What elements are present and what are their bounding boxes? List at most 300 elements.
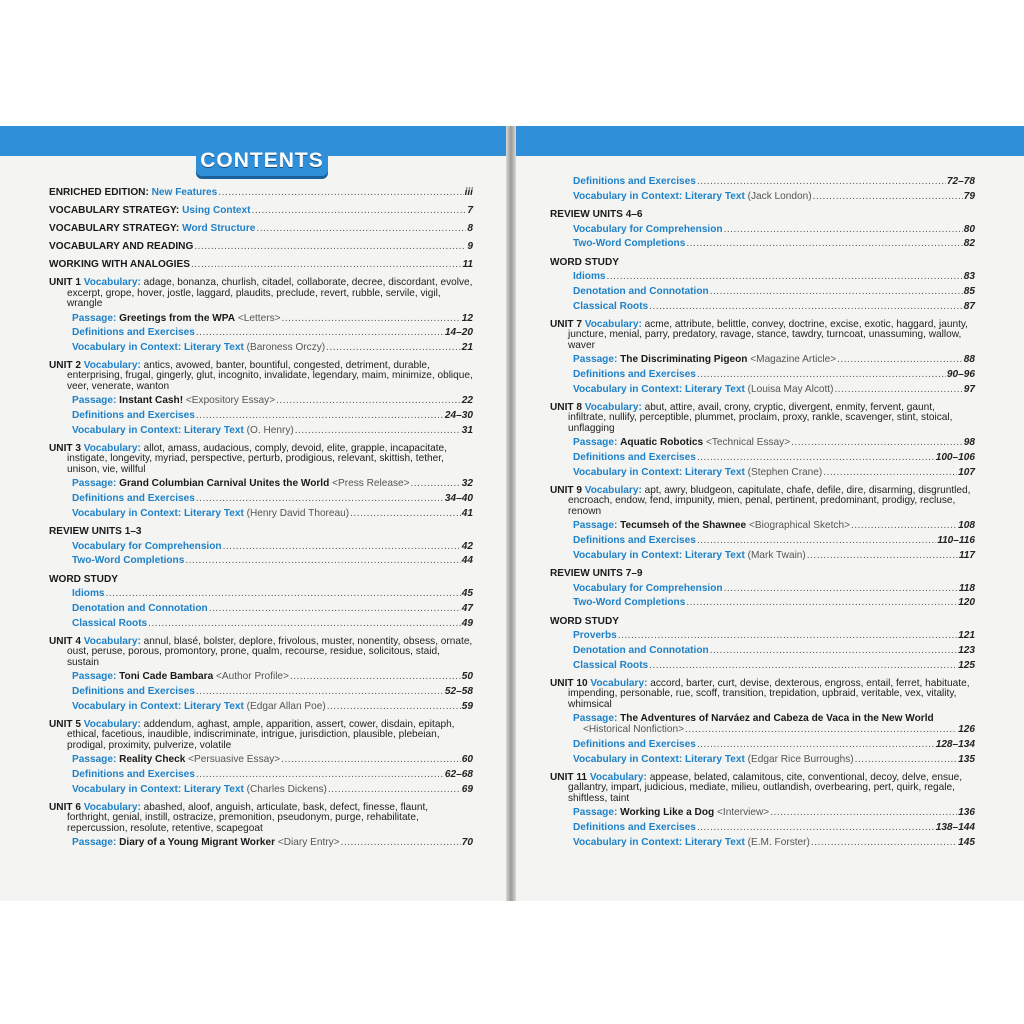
passage-label: Passage: <box>573 807 618 819</box>
vocabulary-label: Vocabulary: <box>83 443 141 455</box>
page-number: 80 <box>963 223 975 235</box>
literary-text-entry[interactable] <box>49 785 473 795</box>
dot-leader <box>770 808 957 818</box>
toc-entry[interactable] <box>49 206 473 216</box>
unit-vocabulary <box>550 403 975 434</box>
vocabulary-words: addendum, aghast, ample, apparition, assert, cower, disdain, epitaph, ethical, facetious, inaudible, indiscriminate, intrigue, jurisdiction, plausible, plebeian, prodigal, proximity, pulverize, volatile <box>67 719 455 751</box>
author-name: (Mark Twain) <box>747 549 806 561</box>
entry-title: Definitions and Exercises <box>72 769 195 781</box>
passage-entry[interactable] <box>550 438 975 448</box>
dot-leader <box>196 328 444 338</box>
entry-title: Denotation and Connotation <box>72 603 208 615</box>
word-study-heading: WORD STUDY <box>550 256 619 268</box>
passage-title: The Discriminating Pigeon <box>620 354 748 366</box>
dot-leader <box>185 556 460 566</box>
entry-title: Vocabulary in Context: Literary Text <box>573 466 745 478</box>
literary-text-entry[interactable] <box>49 343 473 353</box>
passage-genre: <Author Profile> <box>216 671 289 683</box>
page-number: 98 <box>963 437 975 449</box>
unit-vocabulary <box>550 679 975 710</box>
unit-vocabulary <box>49 803 473 834</box>
dot-leader <box>697 370 946 380</box>
passage-title: Grand Columbian Carnival Unites the World <box>119 478 330 490</box>
literary-text-entry[interactable] <box>49 702 473 712</box>
dot-leader <box>281 755 461 765</box>
page-number: 69 <box>461 783 473 795</box>
entry-label <box>573 192 812 202</box>
page-number: 121 <box>958 630 975 642</box>
entry-label <box>72 702 326 712</box>
entry-title: Definitions and Exercises <box>573 176 696 187</box>
classical-roots-entry[interactable] <box>550 661 975 671</box>
page-number: 110–116 <box>937 534 975 546</box>
dot-leader <box>710 646 957 656</box>
entry-title: Definitions and Exercises <box>573 534 696 546</box>
passage-label: Passage: <box>573 520 618 532</box>
entry-title: Using Context <box>182 204 251 216</box>
passage-genre: <Diary Entry> <box>277 837 340 849</box>
page-number: 42 <box>461 540 473 552</box>
dot-leader <box>218 188 463 198</box>
page-number: 87 <box>963 300 975 312</box>
entry-title: Definitions and Exercises <box>573 451 696 463</box>
entry-label <box>72 785 327 795</box>
section-heading: UNIT 8 <box>550 401 582 413</box>
vocabulary-words: allot, amass, audacious, comply, devoid, elite, grapple, incapacitate, instigate, longevity, myriad, perspective, perturb, prodigious, relevant, skittish, tether, unison, vie, willful <box>67 443 447 475</box>
passage-genre: <Interview> <box>717 807 770 819</box>
entry-title: Definitions and Exercises <box>573 739 696 751</box>
dot-leader <box>697 453 935 463</box>
literary-text-entry[interactable] <box>550 838 975 848</box>
entry-title: Classical Roots <box>573 300 649 312</box>
entry-label <box>72 314 281 324</box>
entry-label <box>573 838 810 848</box>
entry-title: Idioms <box>573 271 606 283</box>
passage-label: Passage: <box>573 713 618 725</box>
vocabulary-words: abashed, aloof, anguish, articulate, bask, defect, finesse, flaunt, forthright, genial, instill, ostracize, premonition, pseudonym, purge, rehabilitate, repercussion, resolute, retentive, scapegoat <box>67 802 429 834</box>
entry-label <box>49 188 217 198</box>
passage-entry[interactable] <box>550 808 975 818</box>
section-heading: UNIT 11 <box>550 772 588 784</box>
passage-label: Passage: <box>72 312 117 324</box>
toc-entry[interactable] <box>49 188 473 198</box>
entry-label <box>72 343 325 353</box>
dot-leader <box>326 343 461 353</box>
page-number: 24–30 <box>444 410 473 422</box>
entry-label <box>573 385 833 395</box>
entry-title: Vocabulary for Comprehension <box>573 582 723 594</box>
entry-label <box>72 479 410 489</box>
entry-label <box>49 206 251 216</box>
entry-lead: VOCABULARY STRATEGY: <box>49 222 180 234</box>
unit-vocabulary <box>49 444 473 475</box>
section-heading: UNIT 10 <box>550 677 588 689</box>
passage-title: Diary of a Young Migrant Worker <box>119 837 276 849</box>
definitions-entry[interactable] <box>550 536 975 546</box>
page-number: 59 <box>461 700 473 712</box>
passage-entry-title[interactable] <box>550 714 975 724</box>
dot-leader <box>649 302 963 312</box>
page-number: 7 <box>467 204 473 216</box>
entry-title: Denotation and Connotation <box>573 644 709 656</box>
entry-title: Vocabulary in Context: Literary Text <box>573 549 745 561</box>
page-number: 9 <box>467 240 473 252</box>
idioms-entry[interactable] <box>550 272 975 282</box>
dot-leader <box>282 314 461 324</box>
passage-title: Aquatic Robotics <box>620 437 704 449</box>
dot-leader <box>834 385 962 395</box>
toc-left-column <box>49 188 473 849</box>
page-number: 118 <box>958 582 975 594</box>
author-name: (Louisa May Alcott) <box>747 383 834 395</box>
author-name: (E.M. Forster) <box>747 836 810 848</box>
entry-title: Vocabulary in Context: Literary Text <box>72 700 244 712</box>
review-heading: REVIEW UNITS 7–9 <box>550 567 643 579</box>
entry-title: Two-Word Completions <box>573 597 686 609</box>
entry-title: Idioms <box>72 588 105 600</box>
literary-text-entry[interactable] <box>550 755 975 765</box>
page-number: 128–134 <box>935 739 975 751</box>
vocabulary-label: Vocabulary: <box>83 802 141 814</box>
denotation-entry[interactable] <box>550 287 975 297</box>
unit-vocabulary <box>49 637 473 668</box>
dot-leader <box>851 521 957 531</box>
dot-leader <box>191 260 462 270</box>
definitions-entry[interactable] <box>550 370 975 380</box>
entry-label <box>573 551 806 561</box>
review-comprehension-entry[interactable] <box>49 542 473 552</box>
section-heading: UNIT 6 <box>49 802 81 814</box>
entry-title: Vocabulary for Comprehension <box>72 540 222 552</box>
section-heading: UNIT 9 <box>550 484 582 496</box>
definitions-entry[interactable] <box>550 740 975 750</box>
section-heading: UNIT 7 <box>550 319 582 331</box>
vocabulary-label: Vocabulary: <box>590 677 648 689</box>
passage-title: Tecumseh of the Shawnee <box>620 520 747 532</box>
dot-leader <box>223 542 461 552</box>
passage-entry[interactable] <box>49 479 473 489</box>
entry-title: Two-Word Completions <box>573 238 686 250</box>
idioms-entry[interactable] <box>49 589 473 599</box>
dot-leader <box>196 494 444 504</box>
dot-leader <box>813 192 963 202</box>
entry-title: Vocabulary in Context: Literary Text <box>72 424 244 436</box>
passage-genre: <Letters> <box>237 312 281 324</box>
page-number: 83 <box>963 271 975 283</box>
author-name: (Henry David Thoreau) <box>246 507 350 519</box>
dot-leader <box>194 242 466 252</box>
entry-title: Denotation and Connotation <box>573 286 709 298</box>
entry-title: New Features <box>151 187 218 198</box>
passage-genre: <Biographical Sketch> <box>748 520 850 532</box>
passage-label: Passage: <box>72 837 117 849</box>
passage-genre: <Magazine Article> <box>750 354 837 366</box>
dot-leader <box>697 823 935 833</box>
entry-label <box>72 838 340 848</box>
literary-text-entry[interactable] <box>550 551 975 561</box>
passage-title: Toni Cade Bambara <box>119 671 214 683</box>
denotation-entry[interactable] <box>49 604 473 614</box>
entry-label <box>72 426 294 436</box>
contents-title: CONTENTS <box>196 146 328 176</box>
dot-leader <box>196 770 444 780</box>
page-number: 88 <box>963 354 975 366</box>
definitions-entry[interactable] <box>550 453 975 463</box>
dot-leader <box>276 396 461 406</box>
dot-leader <box>685 725 957 735</box>
entry-title: Classical Roots <box>573 659 649 671</box>
vocabulary-words: acme, attribute, belittle, convey, doctrine, excise, exotic, haggard, jaunty, juncture, menial, parry, predatory, ravage, stance, tawdry, turncoat, unassuming, wallow, waver <box>568 319 968 351</box>
section-heading: UNIT 1 <box>49 277 81 289</box>
dot-leader <box>686 598 957 608</box>
dot-leader <box>686 239 962 249</box>
definitions-entry[interactable] <box>550 177 975 187</box>
page-number: 34–40 <box>444 493 473 505</box>
page-number: 70 <box>461 837 473 849</box>
toc-entry[interactable] <box>49 224 473 234</box>
unit-vocabulary <box>49 361 473 392</box>
review-two-word-entry[interactable] <box>49 556 473 566</box>
definitions-entry[interactable] <box>49 687 473 697</box>
section-heading: UNIT 5 <box>49 719 81 731</box>
page-number: 52–58 <box>444 686 473 698</box>
dot-leader <box>697 177 946 187</box>
definitions-entry[interactable] <box>49 328 473 338</box>
dot-leader <box>327 702 461 712</box>
entry-title: Classical Roots <box>72 617 148 629</box>
definitions-entry[interactable] <box>49 770 473 780</box>
vocabulary-label: Vocabulary: <box>584 319 642 331</box>
dot-leader <box>411 479 461 489</box>
page-number: 50 <box>461 671 473 683</box>
page-number: 82 <box>963 238 975 250</box>
dot-leader <box>807 551 958 561</box>
classical-roots-entry[interactable] <box>550 302 975 312</box>
dot-leader <box>106 589 461 599</box>
passage-genre: <Technical Essay> <box>705 437 791 449</box>
dot-leader <box>607 272 963 282</box>
entry-title: Definitions and Exercises <box>72 493 195 505</box>
vocabulary-label: Vocabulary: <box>589 772 647 784</box>
vocabulary-label: Vocabulary: <box>83 277 141 289</box>
review-heading: REVIEW UNITS 4–6 <box>550 208 643 220</box>
entry-title: Vocabulary in Context: Literary Text <box>573 753 745 765</box>
page-number: 120 <box>958 597 975 609</box>
literary-text-entry[interactable] <box>49 509 473 519</box>
section-heading: UNIT 2 <box>49 360 81 372</box>
author-name: (Stephen Crane) <box>747 466 823 478</box>
passage-entry[interactable] <box>550 725 975 735</box>
passage-title: Reality Check <box>119 754 186 766</box>
dot-leader <box>196 411 444 421</box>
review-two-word-entry[interactable] <box>550 598 975 608</box>
passage-genre: <Expository Essay> <box>185 395 276 407</box>
vocabulary-label: Vocabulary: <box>83 360 141 372</box>
dot-leader <box>811 838 957 848</box>
dot-leader <box>697 740 935 750</box>
page-number: 41 <box>461 507 473 519</box>
passage-label: Passage: <box>72 478 117 490</box>
toc-entry[interactable] <box>49 260 473 270</box>
page-number: 12 <box>461 312 473 324</box>
denotation-entry[interactable] <box>550 646 975 656</box>
entry-title: Definitions and Exercises <box>72 410 195 422</box>
word-study-heading: WORD STUDY <box>550 615 619 627</box>
unit-vocabulary <box>550 773 975 804</box>
dot-leader <box>724 584 958 594</box>
definitions-entry[interactable] <box>49 411 473 421</box>
review-heading: REVIEW UNITS 1–3 <box>49 526 142 538</box>
page-number: 79 <box>963 190 975 202</box>
page-number: 126 <box>958 724 975 736</box>
passage-label: Passage: <box>72 671 117 683</box>
vocabulary-words: accord, barter, curt, devise, dexterous, engross, entail, ferret, habituate, impending, personable, rue, scoff, transition, trepidation, upbraid, veritable, vex, vitality, whimsical <box>568 677 970 710</box>
dot-leader <box>295 426 461 436</box>
section-heading: UNIT 3 <box>49 443 81 455</box>
passage-title: The Adventures of Narváez and Cabeza de Vaca in the New World <box>620 713 934 725</box>
page-number: 45 <box>461 588 473 600</box>
definitions-entry[interactable] <box>49 494 473 504</box>
page-number: 14–20 <box>444 327 473 339</box>
passage-genre: <Press Release> <box>332 478 410 490</box>
dot-leader <box>350 509 461 519</box>
entry-lead: VOCABULARY STRATEGY: <box>49 204 180 216</box>
page-number: 72–78 <box>946 176 975 187</box>
dot-leader <box>196 687 444 697</box>
page-number: 145 <box>958 836 975 848</box>
passage-entry[interactable] <box>49 314 473 324</box>
dot-leader <box>618 631 957 641</box>
vocabulary-label: Vocabulary: <box>83 719 141 731</box>
dot-leader <box>697 536 936 546</box>
word-study-heading: WORD STUDY <box>49 573 118 585</box>
passage-entry[interactable] <box>550 521 975 531</box>
unit-vocabulary <box>550 320 975 351</box>
page-number: 135 <box>958 753 975 765</box>
dot-leader <box>724 225 963 235</box>
dot-leader <box>252 206 467 216</box>
book-gutter <box>506 126 516 901</box>
proverbs-entry[interactable] <box>550 631 975 641</box>
toc-entry[interactable] <box>49 242 473 252</box>
page-number: 108 <box>958 520 975 532</box>
page-number: 123 <box>958 644 975 656</box>
entry-title: Definitions and Exercises <box>573 368 696 380</box>
dot-leader <box>791 438 963 448</box>
dot-leader <box>148 619 461 629</box>
entry-label <box>72 672 289 682</box>
literary-text-entry[interactable] <box>550 192 975 202</box>
entry-title: Vocabulary in Context: Literary Text <box>573 383 745 395</box>
entry-label <box>573 355 836 365</box>
author-name: (O. Henry) <box>246 424 294 436</box>
entry-label <box>72 396 275 406</box>
vocabulary-words: abut, attire, avail, crony, cryptic, divergent, enmity, fervent, gaunt, infiltrate, nullify, perceptible, plummet, proclaim, proxy, rankle, scavenger, stint, stoical, unflagging <box>568 401 953 434</box>
unit-vocabulary <box>49 720 473 751</box>
dot-leader <box>855 755 957 765</box>
page-number: iii <box>464 187 473 198</box>
entry-title: Vocabulary in Context: Literary Text <box>72 783 244 795</box>
page-number: 31 <box>461 424 473 436</box>
dot-leader <box>649 661 957 671</box>
passage-entry[interactable] <box>49 396 473 406</box>
page-number: 100–106 <box>935 451 975 463</box>
passage-label: Passage: <box>72 395 117 407</box>
page-number: 60 <box>461 754 473 766</box>
entry-label <box>573 521 850 531</box>
passage-title: Working Like a Dog <box>620 807 715 819</box>
entry-lead: ENRICHED EDITION: <box>49 187 149 198</box>
vocabulary-words: apt, awry, bludgeon, capitulate, chafe, defile, dire, disarming, disgruntled, encroach, endow, fend, impunity, mien, penal, pertinent, predominant, prodigy, recluse, renown <box>568 484 971 517</box>
passage-entry[interactable] <box>550 355 975 365</box>
passage-label: Passage: <box>573 437 618 449</box>
entry-title: Two-Word Completions <box>72 555 185 567</box>
entry-title: Vocabulary in Context: Literary Text <box>573 836 745 848</box>
passage-entry[interactable] <box>49 838 473 848</box>
passage-entry[interactable] <box>49 672 473 682</box>
author-name: (Edgar Rice Burroughs) <box>747 753 854 765</box>
vocabulary-label: Vocabulary: <box>584 484 642 496</box>
entry-title: Definitions and Exercises <box>573 822 696 834</box>
page-number: 11 <box>462 258 473 270</box>
definitions-entry[interactable] <box>550 823 975 833</box>
dot-leader <box>837 355 963 365</box>
entry-title: Word Structure <box>182 222 256 234</box>
vocabulary-words: adage, bonanza, churlish, citadel, collaborate, decree, discordant, evolve, excerpt, grope, hover, jostle, laggard, plaudits, preclude, revert, rubble, servile, vigil, wrangle <box>67 277 473 309</box>
page-number: 47 <box>461 603 473 615</box>
entry-label <box>49 224 255 234</box>
passage-label: Passage: <box>573 354 618 366</box>
page-number: 136 <box>958 807 975 819</box>
classical-roots-entry[interactable] <box>49 619 473 629</box>
entry-label <box>573 468 822 478</box>
dot-leader <box>256 224 466 234</box>
passage-title: Instant Cash! <box>119 395 184 407</box>
author-name: (Baroness Orczy) <box>246 341 326 353</box>
page-number: 117 <box>958 549 975 561</box>
dot-leader <box>710 287 963 297</box>
section-heading: UNIT 4 <box>49 636 81 648</box>
entry-lead: WORKING WITH ANALOGIES <box>49 258 190 270</box>
review-two-word-entry[interactable] <box>550 239 975 249</box>
page-number: 85 <box>963 286 975 298</box>
toc-right-column <box>550 177 975 848</box>
vocabulary-words: appease, belated, calamitous, cite, conventional, decoy, delve, ensue, gallantry, impart, judicious, mediate, milieu, outlandish, overbearing, pert, quirk, regale, shiftless, taint <box>568 772 963 804</box>
page-number: 138–144 <box>935 822 975 834</box>
vocabulary-label: Vocabulary: <box>584 401 642 413</box>
literary-text-entry[interactable] <box>550 385 975 395</box>
passage-label: Passage: <box>72 754 117 766</box>
review-comprehension-entry[interactable] <box>550 584 975 594</box>
page-number: 44 <box>461 555 473 567</box>
dot-leader <box>328 785 461 795</box>
passage-entry[interactable] <box>49 755 473 765</box>
unit-vocabulary <box>550 486 975 517</box>
page-number: 21 <box>461 341 473 353</box>
entry-title: Definitions and Exercises <box>72 686 195 698</box>
entry-label <box>72 755 280 765</box>
vocabulary-words: annul, blasé, bolster, deplore, frivolous, muster, nonentity, obsess, ornate, oust, peruse, porous, promontory, prone, qualm, recourse, residue, solicitous, staid, sustain <box>67 636 473 668</box>
entry-title: Definitions and Exercises <box>72 327 195 339</box>
entry-title: Vocabulary in Context: Literary Text <box>72 341 244 353</box>
dot-leader <box>290 672 461 682</box>
page-number: 97 <box>963 383 975 395</box>
literary-text-entry[interactable] <box>49 426 473 436</box>
author-name: (Edgar Allan Poe) <box>246 700 326 712</box>
review-comprehension-entry[interactable] <box>550 225 975 235</box>
literary-text-entry[interactable] <box>550 468 975 478</box>
author-name: (Jack London) <box>747 190 812 202</box>
